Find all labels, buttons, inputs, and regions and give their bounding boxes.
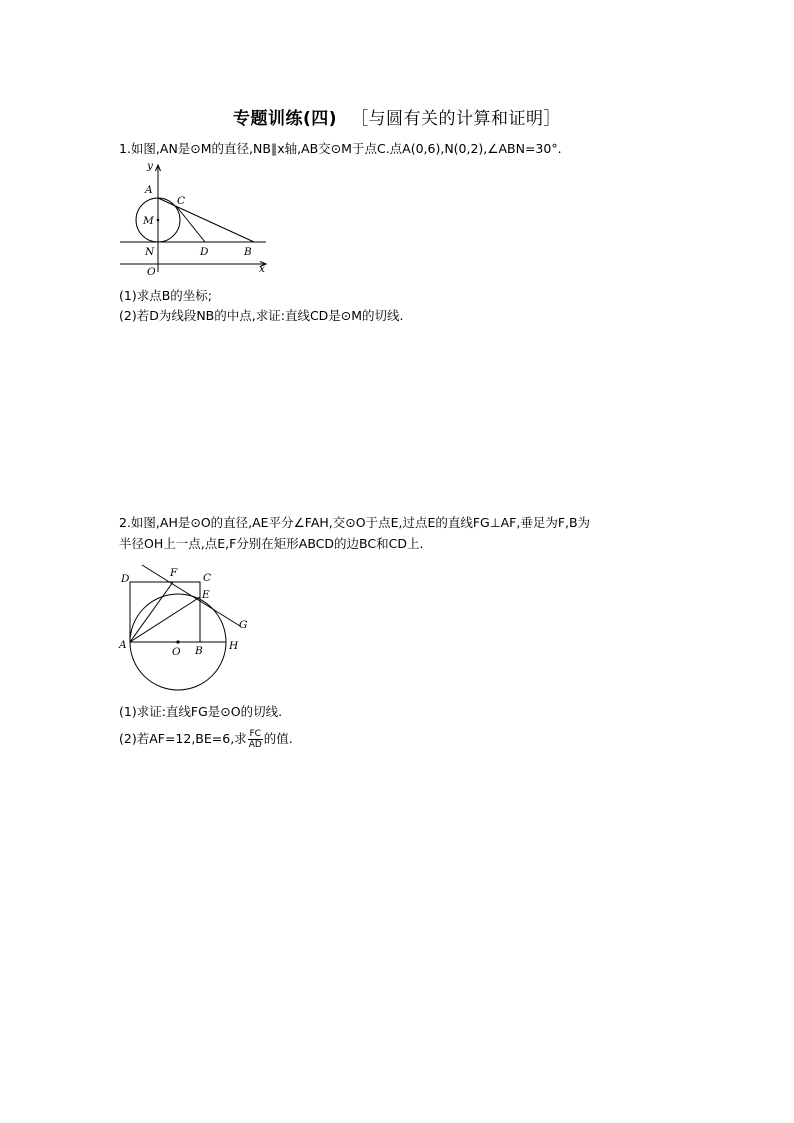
- problem1-figure: [116, 160, 276, 278]
- segment-ab: [158, 198, 254, 242]
- problem2-question2: [119, 729, 293, 750]
- label-b: B: [244, 246, 252, 258]
- label-c: C: [177, 195, 186, 207]
- center-o-dot: [176, 640, 179, 643]
- line-fg: [142, 565, 240, 626]
- problem1-stem: 1.如图,AN是⊙M的直径,NB∥x轴,AB交⊙M于点C.点A(0,6),N(0,2),∠ABN=30°.: [119, 141, 562, 156]
- label-g: G: [239, 619, 248, 631]
- problem2-stem-line2: 半径OH上一点,点E,F分别在矩形ABCD的边BC和CD上.: [119, 536, 424, 551]
- label-d: D: [200, 246, 209, 258]
- problem2-figure: [116, 560, 256, 700]
- label-m: M: [143, 215, 154, 227]
- label-o: O: [172, 646, 181, 658]
- label-d: D: [121, 573, 130, 585]
- label-n: N: [145, 246, 155, 258]
- title-main: 专题训练(四): [232, 109, 338, 129]
- label-h: H: [229, 640, 239, 652]
- label-a: A: [119, 639, 127, 651]
- label-c: C: [203, 572, 212, 584]
- fraction-numerator: FC: [249, 729, 261, 739]
- problem2-stem-line1: 2.如图,AH是⊙O的直径,AE平分∠FAH,交⊙O于点E,过点E的直线FG⊥AF,垂足为F,B为: [119, 515, 591, 530]
- segment-af: [130, 582, 173, 642]
- problem1-question1: (1)求点B的坐标;: [119, 288, 212, 303]
- title-subtitle: ［与圆有关的计算和证明］: [351, 109, 562, 129]
- problem1-question2: (2)若D为线段NB的中点,求证:直线CD是⊙M的切线.: [119, 308, 404, 323]
- q2-prefix: (2)若AF=12,BE=6,求: [119, 731, 247, 746]
- segment-cd: [177, 207, 205, 242]
- problem2-question1: (1)求证:直线FG是⊙O的切线.: [119, 704, 283, 719]
- label-y: y: [147, 160, 153, 172]
- fraction-denominator: AD: [248, 740, 262, 750]
- q2-suffix: 的值.: [263, 731, 293, 746]
- page-title: [0, 104, 794, 129]
- label-o: O: [147, 266, 156, 278]
- label-b: B: [195, 645, 203, 657]
- fraction-fc-ad: [248, 729, 263, 750]
- label-x: x: [259, 263, 265, 275]
- label-a: A: [145, 184, 153, 196]
- label-e: E: [202, 589, 210, 601]
- label-f: F: [170, 567, 178, 579]
- segment-ae: [130, 597, 200, 642]
- center-m-dot: [157, 219, 160, 222]
